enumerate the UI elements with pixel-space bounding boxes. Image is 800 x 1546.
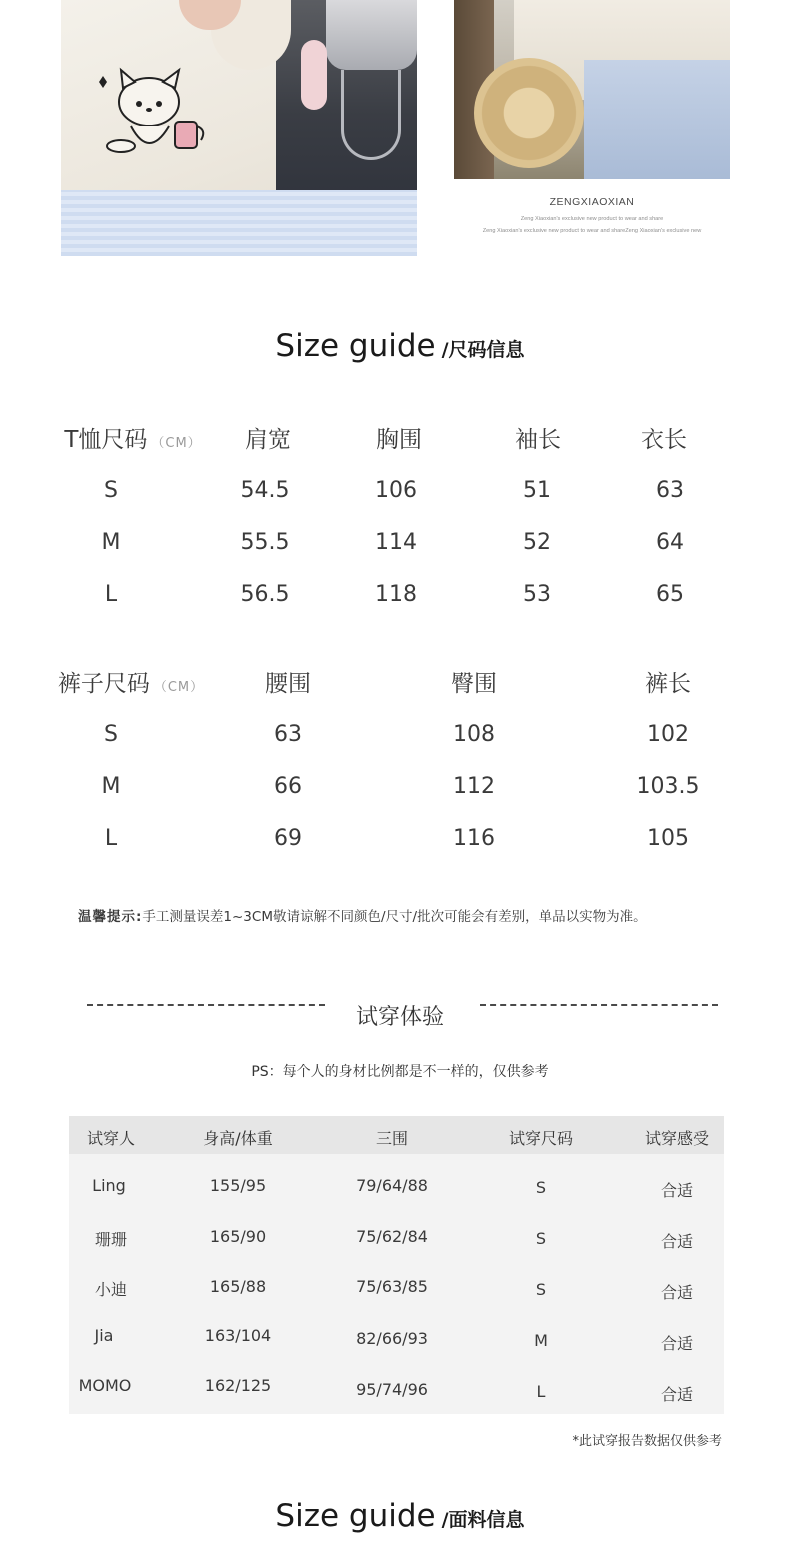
tshirt-cell: 118: [375, 582, 417, 607]
tryon-cell: S: [535, 1229, 547, 1248]
tryon-col-header: 试穿人: [86, 1129, 136, 1148]
tryon-cell: S: [535, 1280, 547, 1299]
tshirt-cell: 65: [656, 582, 684, 607]
tshirt-col-header: 胸围: [376, 427, 422, 453]
fabric-guide-title-en: Size guide: [275, 1498, 436, 1534]
pants-row-size: S: [104, 722, 118, 747]
tshirt-row-size: M: [101, 530, 121, 555]
tshirt-cell: 56.5: [240, 582, 290, 607]
tshirt-col-header: 袖长: [515, 427, 561, 453]
note-text: 手工测量误差1~3CM敬请谅解不同颜色/尺寸/批次可能会有差别，单品以实物为准。: [142, 909, 647, 925]
tryon-cell: 合适: [660, 1283, 694, 1302]
tshirt-col-header: 肩宽: [245, 427, 291, 453]
tshirt-cell: 53: [523, 582, 551, 607]
pants-size-label: [58, 665, 204, 698]
cat-print-illustration: [91, 60, 221, 170]
light-blue-jeans: [584, 60, 730, 179]
tryon-cell: S: [535, 1178, 547, 1197]
size-guide-heading: [0, 328, 800, 364]
tryon-cell: M: [534, 1331, 548, 1350]
tryon-ps-note: PS：每个人的身材比例都是不一样的，仅供参考: [251, 1064, 549, 1080]
tshirt-row-size: S: [104, 478, 118, 503]
tryon-col-header: 身高/体重: [203, 1129, 273, 1148]
size-guide-title-en: Size guide: [275, 328, 436, 364]
tryon-cell: 75/62/84: [356, 1227, 428, 1246]
tryon-cell: 162/125: [204, 1376, 272, 1395]
tshirt-cell: 51: [523, 478, 551, 503]
pants-cell: 63: [274, 722, 302, 747]
tshirt-cell: 64: [656, 530, 684, 555]
pants-cell: 69: [274, 826, 302, 851]
pants-cell: 108: [453, 722, 495, 747]
pants-unit: （CM）: [153, 680, 205, 695]
measurement-note: [78, 905, 647, 925]
bag-charm: [301, 40, 327, 110]
tshirt-col-header: 衣长: [641, 427, 687, 453]
pants-cell: 105: [647, 826, 689, 851]
pants-cell: 102: [647, 722, 689, 747]
pants-cell: 103.5: [636, 774, 700, 799]
tshirt-cell: 106: [375, 478, 417, 503]
pants-col-header: 臀围: [451, 671, 497, 697]
pants-cell: 112: [453, 774, 495, 799]
tryon-col-header: 试穿感受: [644, 1129, 710, 1148]
silver-bag: [326, 0, 417, 70]
product-photo-left: [61, 0, 417, 256]
pants-cell: 116: [453, 826, 495, 851]
pants-col-header: 裤长: [645, 671, 691, 697]
gingham-skirt: [61, 190, 417, 256]
tshirt-size-label: [64, 421, 201, 454]
tryon-cell: 163/104: [204, 1326, 272, 1345]
tryon-cell: 165/90: [209, 1227, 267, 1246]
fabric-guide-title-cn: /面料信息: [441, 1509, 525, 1531]
tryon-cell: L: [536, 1382, 546, 1401]
tshirt-size-label-text: T恤尺码: [64, 427, 148, 453]
tshirt-unit: （CM）: [151, 436, 202, 451]
tryon-cell: 79/64/88: [356, 1176, 428, 1195]
bag-strap: [341, 70, 401, 160]
pants-col-header: 腰围: [265, 671, 311, 697]
tshirt-cell: 52: [523, 530, 551, 555]
tshirt-row-size: L: [104, 582, 118, 607]
note-label: 温馨提示:: [78, 909, 143, 925]
tryon-title: 试穿体验: [355, 1005, 444, 1030]
tryon-cell: 75/63/85: [356, 1277, 428, 1296]
brand-tagline-1: Zeng Xiaoxian's exclusive new product to wear and share: [520, 216, 664, 222]
tryon-cell: 合适: [660, 1181, 694, 1200]
tshirt-cell: 54.5: [240, 478, 290, 503]
brand-name: ZENGXIAOXIAN: [549, 196, 635, 208]
straw-hat: [474, 58, 584, 168]
tryon-cell: 82/66/93: [356, 1329, 428, 1348]
tryon-cell: 95/74/96: [356, 1380, 428, 1399]
size-guide-title-cn: /尺码信息: [441, 339, 525, 361]
pants-row-size: M: [101, 774, 121, 799]
tryon-cell: 小迪: [94, 1280, 128, 1299]
tryon-cell: Ling: [92, 1176, 126, 1195]
product-photo-right: [454, 0, 730, 179]
tryon-col-header: 三围: [375, 1129, 409, 1148]
pants-size-label-text: 裤子尺码: [57, 671, 150, 697]
tryon-table: [69, 1116, 724, 1414]
tryon-cell: 155/95: [209, 1176, 267, 1195]
tshirt-cell: 55.5: [240, 530, 290, 555]
brand-tagline-2: Zeng Xiaoxian's exclusive new product to wear and shareZeng Xiaoxian's exclusive new: [482, 228, 702, 234]
tryon-cell: MOMO: [78, 1376, 132, 1395]
tshirt-cell: 63: [656, 478, 684, 503]
tryon-cell: 165/88: [209, 1277, 267, 1296]
tryon-cell: 合适: [660, 1232, 694, 1251]
tryon-cell: Jia: [94, 1326, 114, 1345]
tryon-cell: 合适: [660, 1334, 694, 1353]
pants-cell: 66: [274, 774, 302, 799]
tryon-footnote: *此试穿报告数据仅供参考: [572, 1434, 722, 1449]
tryon-col-header: 试穿尺码: [508, 1129, 574, 1148]
fabric-guide-heading: [0, 1498, 800, 1534]
dashed-divider-right: [480, 1004, 718, 1006]
tshirt-cell: 114: [375, 530, 417, 555]
tryon-cell: 珊珊: [94, 1230, 128, 1249]
tryon-cell: 合适: [660, 1385, 694, 1404]
pants-row-size: L: [104, 826, 118, 851]
